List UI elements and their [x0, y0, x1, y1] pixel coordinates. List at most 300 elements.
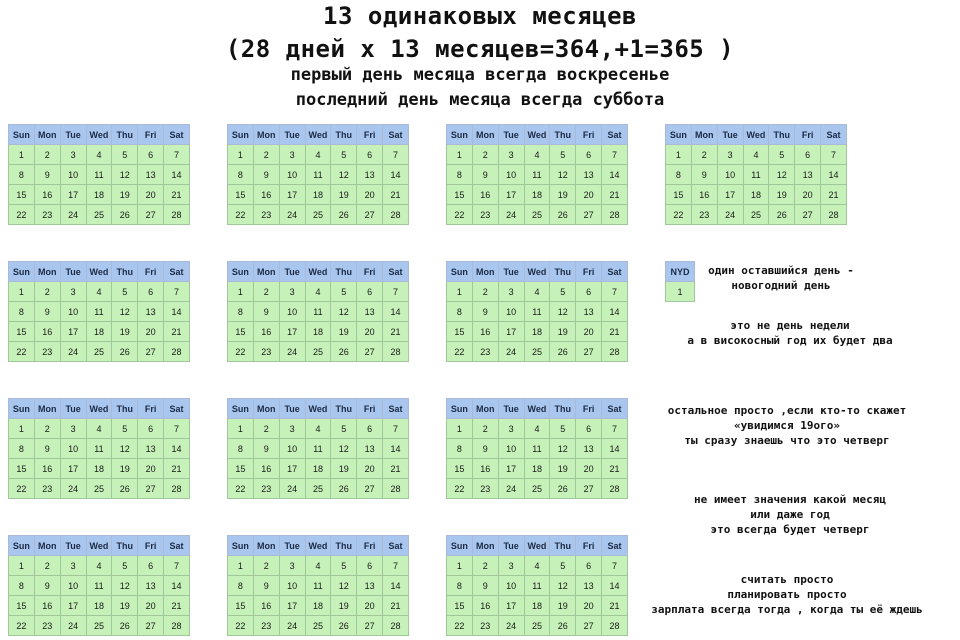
day-cell: 16 — [472, 459, 498, 479]
day-cell: 26 — [112, 479, 138, 499]
weekday-header: Fri — [357, 262, 383, 282]
day-cell: 20 — [795, 185, 821, 205]
weekday-header: Mon — [253, 399, 279, 419]
day-cell: 21 — [164, 459, 190, 479]
day-cell: 14 — [164, 439, 190, 459]
note-any-month — [640, 492, 940, 537]
day-cell: 25 — [86, 342, 112, 362]
day-cell: 14 — [602, 576, 628, 596]
day-cell: 23 — [253, 342, 279, 362]
weekday-header: Wed — [305, 125, 331, 145]
day-cell: 13 — [795, 165, 821, 185]
day-cell: 7 — [821, 145, 847, 165]
day-cell: 17 — [60, 322, 86, 342]
day-cell: 14 — [164, 576, 190, 596]
day-cell: 28 — [383, 479, 409, 499]
day-cell: 15 — [228, 322, 254, 342]
note-line: это не день недели — [730, 319, 850, 332]
day-cell: 25 — [86, 205, 112, 225]
day-cell: 1 — [447, 282, 473, 302]
day-cell: 22 — [447, 205, 473, 225]
day-cell: 18 — [305, 185, 331, 205]
week-row — [228, 596, 409, 616]
weekday-header: Fri — [138, 125, 164, 145]
weekday-header: Fri — [357, 125, 383, 145]
day-cell: 11 — [86, 165, 112, 185]
week-row — [447, 616, 628, 636]
day-cell: 20 — [357, 322, 383, 342]
day-cell: 8 — [9, 439, 35, 459]
weekday-header: Sat — [164, 262, 190, 282]
day-cell: 4 — [743, 145, 769, 165]
weekday-header: Mon — [472, 536, 498, 556]
day-cell: 9 — [472, 302, 498, 322]
day-cell: 10 — [60, 165, 86, 185]
day-cell: 17 — [279, 596, 305, 616]
day-cell: 10 — [498, 302, 524, 322]
day-cell: 7 — [602, 419, 628, 439]
day-cell: 2 — [34, 556, 60, 576]
day-cell: 17 — [279, 322, 305, 342]
weekday-header: Wed — [305, 399, 331, 419]
weekday-header: Wed — [524, 262, 550, 282]
day-cell: 19 — [112, 185, 138, 205]
day-cell: 27 — [357, 342, 383, 362]
day-cell: 21 — [383, 459, 409, 479]
week-row — [447, 576, 628, 596]
week-row — [9, 342, 190, 362]
day-cell: 18 — [305, 596, 331, 616]
day-cell: 15 — [9, 322, 35, 342]
day-cell: 2 — [253, 556, 279, 576]
week-row — [666, 145, 847, 165]
note-line: зарплата всегда тогда , когда ты её ждешь — [651, 603, 923, 616]
day-cell: 25 — [86, 479, 112, 499]
weekday-header: Thu — [769, 125, 795, 145]
title-line-3: первый день месяца всегда воскресенье — [290, 65, 670, 85]
day-cell: 3 — [279, 145, 305, 165]
weekday-header: Thu — [112, 262, 138, 282]
day-cell: 14 — [383, 302, 409, 322]
day-cell: 6 — [576, 145, 602, 165]
week-row — [9, 556, 190, 576]
weekday-header: Sat — [602, 125, 628, 145]
day-cell: 3 — [279, 282, 305, 302]
day-cell: 20 — [138, 459, 164, 479]
day-cell: 22 — [447, 342, 473, 362]
week-row — [228, 576, 409, 596]
weekday-header: Wed — [86, 399, 112, 419]
week-row — [9, 576, 190, 596]
weekday-header: Thu — [550, 536, 576, 556]
weekday-header: Sun — [666, 125, 692, 145]
day-cell: 5 — [331, 556, 357, 576]
weekday-header: Sun — [9, 399, 35, 419]
week-row — [9, 596, 190, 616]
weekday-header: Thu — [331, 399, 357, 419]
weekday-header: Thu — [331, 125, 357, 145]
day-cell: 13 — [576, 302, 602, 322]
day-cell: 14 — [164, 302, 190, 322]
day-cell: 21 — [383, 596, 409, 616]
week-row — [228, 459, 409, 479]
day-cell: 3 — [60, 556, 86, 576]
day-cell: 16 — [34, 459, 60, 479]
month-calendar — [446, 535, 628, 636]
note-line: остальное просто ,если кто-то скажет — [667, 404, 907, 417]
weekday-header: Mon — [691, 125, 717, 145]
day-cell: 6 — [138, 556, 164, 576]
day-cell: 27 — [138, 205, 164, 225]
day-cell: 4 — [86, 145, 112, 165]
weekday-header: Mon — [253, 125, 279, 145]
day-cell: 27 — [576, 479, 602, 499]
day-cell: 6 — [138, 145, 164, 165]
weekday-header: Sat — [164, 125, 190, 145]
day-cell: 21 — [821, 185, 847, 205]
day-cell: 2 — [253, 282, 279, 302]
week-row — [228, 282, 409, 302]
day-cell: 7 — [164, 145, 190, 165]
day-cell: 20 — [576, 596, 602, 616]
day-cell: 9 — [472, 439, 498, 459]
weekday-header: Fri — [138, 262, 164, 282]
day-cell: 1 — [9, 556, 35, 576]
month-calendar — [227, 398, 409, 499]
title-line-1: 13 одинаковых месяцев — [323, 2, 637, 30]
day-cell: 2 — [253, 419, 279, 439]
day-cell: 15 — [447, 459, 473, 479]
weekday-header: Sun — [228, 399, 254, 419]
weekday-header: Tue — [498, 536, 524, 556]
day-cell: 28 — [164, 616, 190, 636]
day-cell: 17 — [498, 596, 524, 616]
week-row — [447, 479, 628, 499]
day-cell: 1 — [228, 419, 254, 439]
day-cell: 7 — [383, 419, 409, 439]
day-cell: 9 — [34, 302, 60, 322]
day-cell: 6 — [138, 419, 164, 439]
week-row — [9, 419, 190, 439]
day-cell: 26 — [331, 479, 357, 499]
day-cell: 7 — [602, 282, 628, 302]
weekday-header-row — [228, 399, 409, 419]
weekday-header: Sun — [447, 536, 473, 556]
week-row — [228, 165, 409, 185]
week-row — [9, 205, 190, 225]
title-line-4: последний день месяца всегда суббота — [295, 90, 665, 110]
day-cell: 18 — [86, 322, 112, 342]
day-cell: 4 — [305, 419, 331, 439]
weekday-header: Sat — [602, 262, 628, 282]
week-row — [447, 145, 628, 165]
day-cell: 9 — [34, 165, 60, 185]
day-cell: 27 — [576, 342, 602, 362]
day-cell: 15 — [447, 185, 473, 205]
day-cell: 6 — [576, 419, 602, 439]
weekday-header-row — [228, 125, 409, 145]
day-cell: 9 — [34, 439, 60, 459]
day-cell: 1 — [447, 145, 473, 165]
day-cell: 3 — [498, 282, 524, 302]
day-cell: 28 — [164, 342, 190, 362]
weekday-header: Mon — [34, 399, 60, 419]
month-calendar — [227, 261, 409, 362]
day-cell: 11 — [524, 439, 550, 459]
day-cell: 5 — [331, 282, 357, 302]
weekday-header: Tue — [498, 399, 524, 419]
week-row — [447, 556, 628, 576]
day-cell: 28 — [602, 205, 628, 225]
note-line: это всегда будет четверг — [710, 523, 870, 536]
day-cell: 4 — [305, 145, 331, 165]
day-cell: 15 — [447, 596, 473, 616]
day-cell: 18 — [743, 185, 769, 205]
weekday-header-row — [9, 399, 190, 419]
weekday-header-row — [447, 125, 628, 145]
week-row — [447, 596, 628, 616]
note-line: новогодний день — [731, 279, 831, 292]
day-cell: 5 — [112, 282, 138, 302]
day-cell: 27 — [357, 205, 383, 225]
week-row — [447, 205, 628, 225]
day-cell: 7 — [383, 145, 409, 165]
day-cell: 24 — [279, 342, 305, 362]
day-cell: 11 — [305, 165, 331, 185]
day-cell: 3 — [498, 145, 524, 165]
day-cell: 24 — [498, 205, 524, 225]
day-cell: 12 — [331, 165, 357, 185]
day-cell: 4 — [305, 282, 331, 302]
day-cell: 17 — [498, 322, 524, 342]
nyd-table — [665, 261, 695, 302]
weekday-header: Fri — [576, 125, 602, 145]
day-cell: 8 — [666, 165, 692, 185]
weekday-header: Mon — [34, 125, 60, 145]
day-cell: 1 — [228, 282, 254, 302]
day-cell: 13 — [138, 439, 164, 459]
note-line: «увидимся 19ого» — [734, 419, 840, 432]
weekday-header: Wed — [86, 536, 112, 556]
week-row — [447, 185, 628, 205]
weekday-header: Sat — [383, 125, 409, 145]
day-cell: 26 — [550, 342, 576, 362]
day-cell: 6 — [576, 282, 602, 302]
day-cell: 18 — [524, 185, 550, 205]
day-cell: 2 — [34, 419, 60, 439]
day-cell: 4 — [86, 556, 112, 576]
day-cell: 24 — [498, 616, 524, 636]
day-cell: 14 — [383, 439, 409, 459]
day-cell: 10 — [60, 576, 86, 596]
note-not-weekday — [640, 318, 940, 348]
day-cell: 12 — [550, 165, 576, 185]
day-cell: 9 — [472, 576, 498, 596]
day-cell: 6 — [357, 145, 383, 165]
day-cell: 19 — [550, 596, 576, 616]
day-cell: 21 — [383, 322, 409, 342]
day-cell: 22 — [447, 479, 473, 499]
day-cell: 3 — [498, 556, 524, 576]
day-cell: 7 — [164, 282, 190, 302]
weekday-header: Wed — [86, 262, 112, 282]
day-cell: 6 — [138, 282, 164, 302]
day-cell: 22 — [228, 479, 254, 499]
day-cell: 13 — [576, 165, 602, 185]
day-cell: 23 — [253, 616, 279, 636]
day-cell: 9 — [253, 302, 279, 322]
day-cell: 5 — [550, 282, 576, 302]
week-row — [228, 342, 409, 362]
day-cell: 8 — [228, 439, 254, 459]
day-cell: 2 — [472, 282, 498, 302]
weekday-header: Thu — [550, 262, 576, 282]
day-cell: 11 — [305, 439, 331, 459]
day-cell: 26 — [550, 205, 576, 225]
weekday-header: Wed — [743, 125, 769, 145]
day-cell: 3 — [60, 419, 86, 439]
day-cell: 20 — [138, 185, 164, 205]
day-cell: 23 — [472, 342, 498, 362]
day-cell: 4 — [86, 419, 112, 439]
day-cell: 5 — [331, 419, 357, 439]
week-row — [9, 322, 190, 342]
day-cell: 24 — [279, 205, 305, 225]
day-cell: 19 — [769, 185, 795, 205]
day-cell: 24 — [60, 479, 86, 499]
day-cell: 1 — [9, 419, 35, 439]
weekday-header: Mon — [472, 125, 498, 145]
weekday-header: Sat — [383, 399, 409, 419]
day-cell: 21 — [602, 322, 628, 342]
week-row — [9, 616, 190, 636]
day-cell: 26 — [550, 616, 576, 636]
day-cell: 8 — [9, 165, 35, 185]
title-line-2: (28 дней х 13 месяцев=364,+1=365 ) — [225, 35, 735, 63]
weekday-header: Sun — [228, 125, 254, 145]
month-calendar — [8, 261, 190, 362]
day-cell: 18 — [524, 596, 550, 616]
day-cell: 1 — [447, 419, 473, 439]
day-cell: 15 — [666, 185, 692, 205]
day-cell: 23 — [253, 205, 279, 225]
day-cell: 9 — [253, 165, 279, 185]
day-cell: 16 — [472, 322, 498, 342]
day-cell: 12 — [331, 302, 357, 322]
day-cell: 2 — [34, 282, 60, 302]
day-cell: 6 — [357, 282, 383, 302]
day-cell: 3 — [717, 145, 743, 165]
day-cell: 1 — [666, 145, 692, 165]
day-cell: 2 — [34, 145, 60, 165]
week-row — [228, 205, 409, 225]
day-cell: 25 — [524, 616, 550, 636]
weekday-header: Tue — [279, 262, 305, 282]
day-cell: 6 — [357, 419, 383, 439]
day-cell: 5 — [331, 145, 357, 165]
weekday-header: Thu — [550, 399, 576, 419]
week-row — [9, 185, 190, 205]
day-cell: 15 — [228, 596, 254, 616]
day-cell: 26 — [331, 342, 357, 362]
day-cell: 28 — [602, 616, 628, 636]
day-cell: 9 — [253, 439, 279, 459]
month-calendar — [227, 124, 409, 225]
week-row — [228, 302, 409, 322]
weekday-header: Sun — [447, 262, 473, 282]
day-cell: 24 — [279, 616, 305, 636]
day-cell: 9 — [691, 165, 717, 185]
day-cell: 12 — [331, 576, 357, 596]
day-cell: 21 — [383, 185, 409, 205]
day-cell: 2 — [472, 556, 498, 576]
day-cell: 24 — [60, 616, 86, 636]
day-cell: 23 — [691, 205, 717, 225]
day-cell: 21 — [164, 322, 190, 342]
day-cell: 11 — [524, 165, 550, 185]
day-cell: 15 — [228, 185, 254, 205]
note-line: планировать просто — [727, 588, 847, 601]
day-cell: 5 — [550, 556, 576, 576]
day-cell: 23 — [34, 342, 60, 362]
day-cell: 27 — [357, 479, 383, 499]
note-line: ты сразу знаешь что это четверг — [684, 434, 890, 447]
weekday-header: Sun — [447, 125, 473, 145]
day-cell: 18 — [524, 459, 550, 479]
day-cell: 24 — [498, 479, 524, 499]
day-cell: 2 — [472, 145, 498, 165]
week-row — [447, 419, 628, 439]
day-cell: 10 — [498, 576, 524, 596]
day-cell: 19 — [550, 322, 576, 342]
note-line: один оставшийся день - — [708, 264, 854, 277]
day-cell: 23 — [253, 479, 279, 499]
week-row — [228, 145, 409, 165]
day-cell: 16 — [253, 459, 279, 479]
note-remaining-day — [696, 263, 866, 293]
weekday-header: Mon — [253, 536, 279, 556]
day-cell: 23 — [472, 205, 498, 225]
day-cell: 6 — [357, 556, 383, 576]
day-cell: 25 — [305, 342, 331, 362]
weekday-header: Tue — [60, 399, 86, 419]
day-cell: 3 — [498, 419, 524, 439]
day-cell: 22 — [9, 342, 35, 362]
day-cell: 20 — [357, 596, 383, 616]
day-cell: 8 — [228, 576, 254, 596]
weekday-header: Tue — [60, 125, 86, 145]
day-cell: 27 — [795, 205, 821, 225]
day-cell: 7 — [164, 419, 190, 439]
day-cell: 24 — [498, 342, 524, 362]
day-cell: 11 — [86, 302, 112, 322]
day-cell: 13 — [357, 302, 383, 322]
weekday-header: Mon — [34, 536, 60, 556]
day-cell: 15 — [9, 459, 35, 479]
weekday-header: Thu — [112, 536, 138, 556]
weekday-header: Sun — [9, 125, 35, 145]
day-cell: 25 — [524, 342, 550, 362]
day-cell: 22 — [9, 616, 35, 636]
day-cell: 27 — [138, 479, 164, 499]
day-cell: 7 — [164, 556, 190, 576]
day-cell: 13 — [138, 165, 164, 185]
week-row — [9, 145, 190, 165]
day-cell: 11 — [743, 165, 769, 185]
day-cell: 10 — [279, 165, 305, 185]
day-cell: 2 — [253, 145, 279, 165]
day-cell: 25 — [305, 479, 331, 499]
